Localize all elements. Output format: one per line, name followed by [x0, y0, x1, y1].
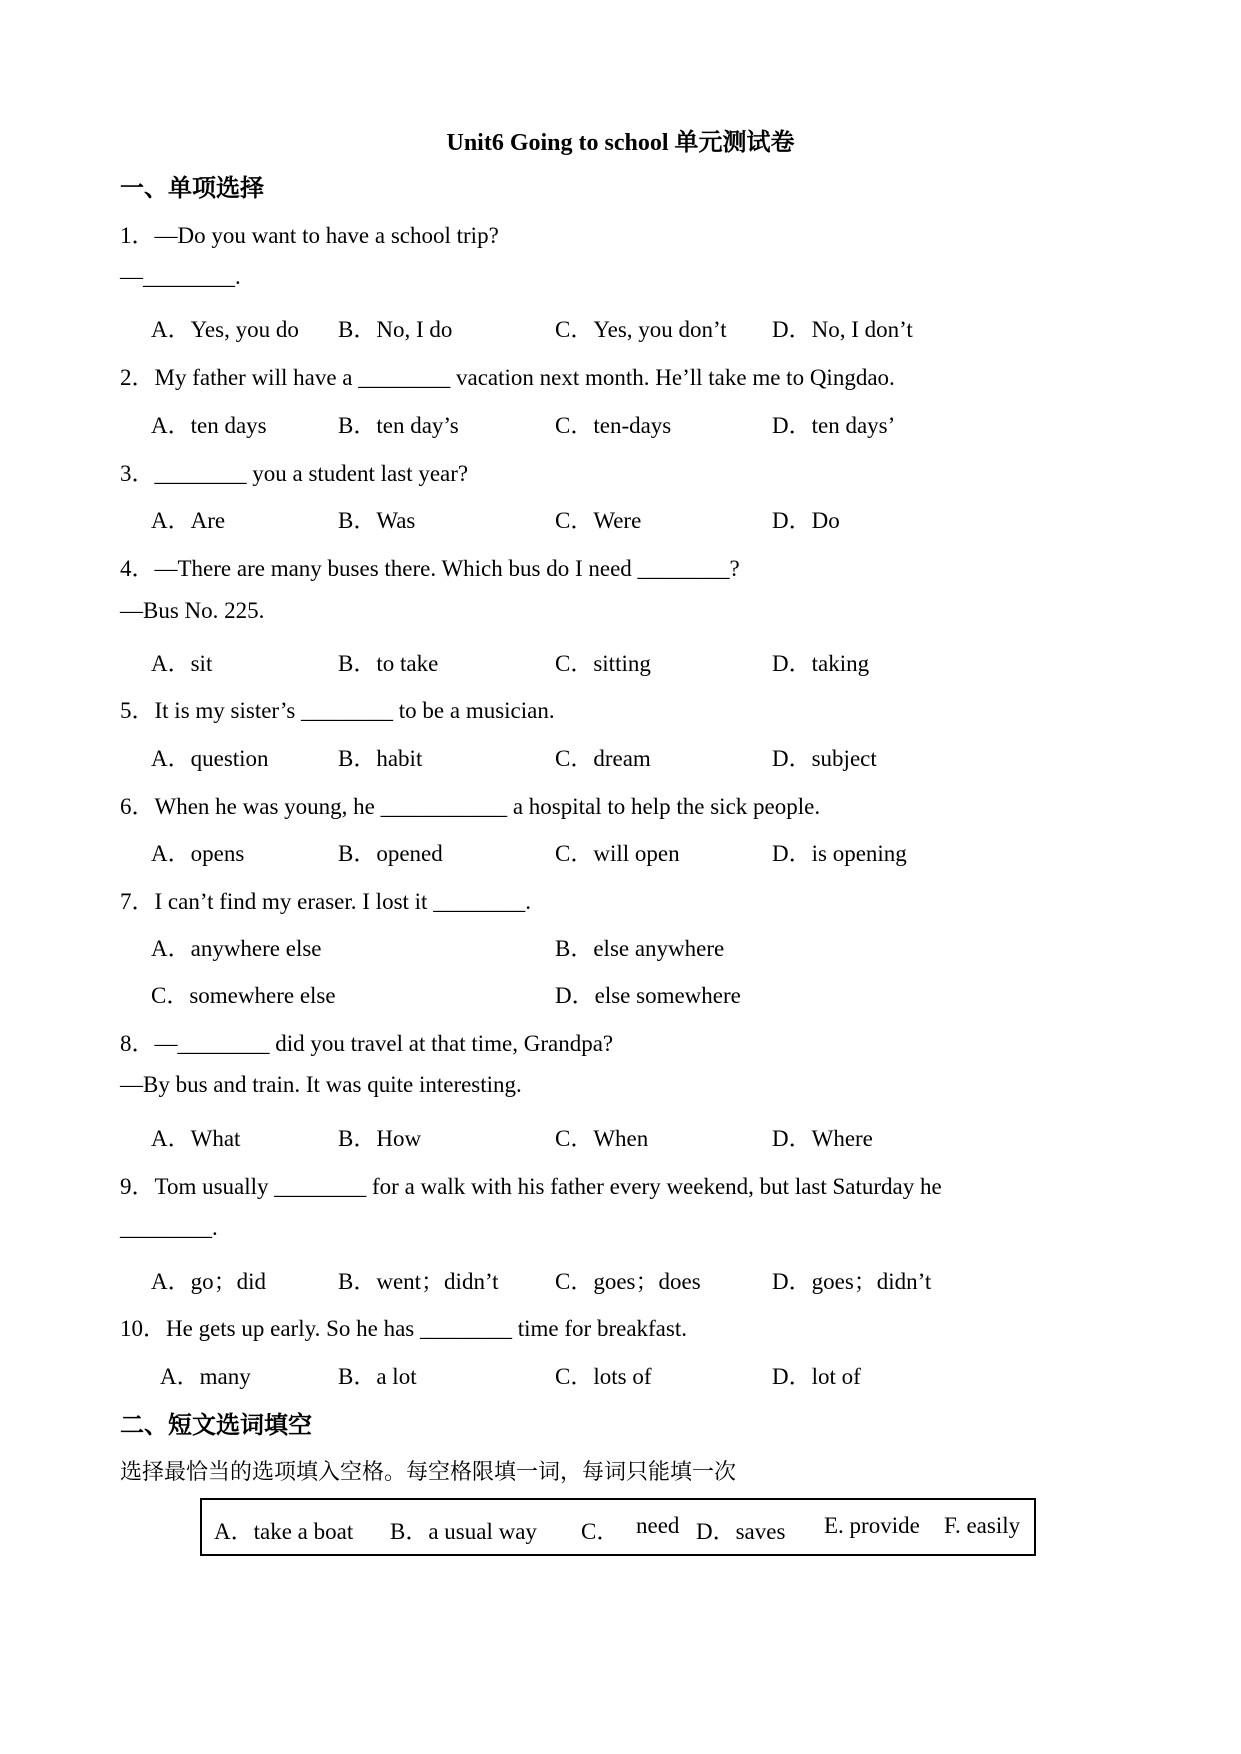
question-7-option-b: B．else anywhere [555, 936, 725, 961]
question-3-option-c: C．Were [555, 508, 642, 533]
question-9-continuation: ________. [120, 1215, 218, 1240]
section-heading-word-fill: 二、短文选词填空 [120, 1411, 312, 1439]
question-4-stem: 4．—There are many buses there. Which bus do I need ________? [120, 556, 740, 581]
question-1-option-d: D．No, I don’t [772, 317, 913, 342]
question-1-stem: 1．—Do you want to have a school trip? [120, 223, 499, 248]
word-bank-item-a: A．take a boat [214, 1519, 354, 1544]
question-6-option-b: B．opened [338, 841, 443, 866]
section-2-instruction: 选择最恰当的选项填入空格。每空格限填一词，每词只能填一次 [120, 1460, 737, 1485]
question-8-option-b: B．How [338, 1126, 422, 1151]
question-5-option-d: D．subject [772, 746, 877, 771]
question-5-option-b: B．habit [338, 746, 423, 771]
question-4-answer-line: —Bus No. 225. [120, 598, 265, 623]
question-3-option-d: D．Do [772, 508, 840, 533]
question-4-option-a: A．sit [151, 651, 213, 676]
question-1-option-c: C．Yes, you don’t [555, 317, 727, 342]
question-8-stem: 8．—________ did you travel at that time, Grandpa? [120, 1031, 614, 1056]
question-6-option-d: D．is opening [772, 841, 907, 866]
question-5-option-c: C．dream [555, 746, 651, 771]
question-9-option-d: D．goes；didn’t [772, 1269, 932, 1294]
question-5-stem: 5．It is my sister’s ________ to be a musician. [120, 698, 555, 723]
word-bank-item-c-label: C． [581, 1519, 620, 1544]
question-10-option-b: B．a lot [338, 1364, 417, 1389]
question-10-option-c: C．lots of [555, 1364, 652, 1389]
word-bank-item-d: D．saves [696, 1519, 786, 1544]
question-9-option-a: A．go；did [151, 1269, 266, 1294]
question-9-option-c: C．goes；does [555, 1269, 701, 1294]
question-8-option-c: C．When [555, 1126, 649, 1151]
question-7-option-c: C．somewhere else [151, 983, 336, 1008]
question-8-option-d: D．Where [772, 1126, 873, 1151]
question-10-option-a: A．many [160, 1364, 251, 1389]
question-8-answer-line: —By bus and train. It was quite interesting. [120, 1072, 522, 1097]
question-7-option-a: A．anywhere else [151, 936, 322, 961]
question-4-option-d: D．taking [772, 651, 870, 676]
word-bank-box [200, 1498, 1036, 1556]
question-6-stem: 6．When he was young, he ___________ a hospital to help the sick people. [120, 794, 821, 819]
section-heading-multiple-choice: 一、单项选择 [120, 174, 264, 202]
document-title: Unit6 Going to school 单元测试卷 [446, 130, 795, 156]
word-bank-item-e: E. provide [824, 1513, 920, 1538]
question-3-option-a: A．Are [151, 508, 226, 533]
question-2-option-d: D．ten days’ [772, 413, 896, 438]
question-8-option-a: A．What [151, 1126, 241, 1151]
question-7-option-d: D．else somewhere [555, 983, 741, 1008]
question-1-answer-line: —________. [120, 264, 241, 289]
question-9-option-b: B．went；didn’t [338, 1269, 499, 1294]
question-3-stem: 3．________ you a student last year? [120, 461, 469, 486]
question-4-option-b: B．to take [338, 651, 439, 676]
question-6-option-c: C．will open [555, 841, 680, 866]
question-5-option-a: A．question [151, 746, 269, 771]
word-bank-item-c-word: need [636, 1513, 680, 1538]
question-9-stem: 9．Tom usually ________ for a walk with his father every weekend, but last Saturday he [120, 1174, 942, 1199]
question-10-option-d: D．lot of [772, 1364, 861, 1389]
word-bank-item-b: B．a usual way [390, 1519, 537, 1544]
question-1-option-b: B．No, I do [338, 317, 453, 342]
word-bank-item-f: F. easily [944, 1513, 1021, 1538]
question-1-option-a: A．Yes, you do [151, 317, 299, 342]
question-10-stem: 10．He gets up early. So he has ________ time for breakfast. [120, 1316, 687, 1341]
question-2-option-a: A．ten days [151, 413, 267, 438]
question-2-stem: 2．My father will have a ________ vacation next month. He’ll take me to Qingdao. [120, 365, 895, 390]
question-4-option-c: C．sitting [555, 651, 651, 676]
question-6-option-a: A．opens [151, 841, 245, 866]
question-7-stem: 7．I can’t find my eraser. I lost it ________. [120, 889, 531, 914]
question-3-option-b: B．Was [338, 508, 416, 533]
question-2-option-b: B．ten day’s [338, 413, 459, 438]
question-2-option-c: C．ten-days [555, 413, 672, 438]
